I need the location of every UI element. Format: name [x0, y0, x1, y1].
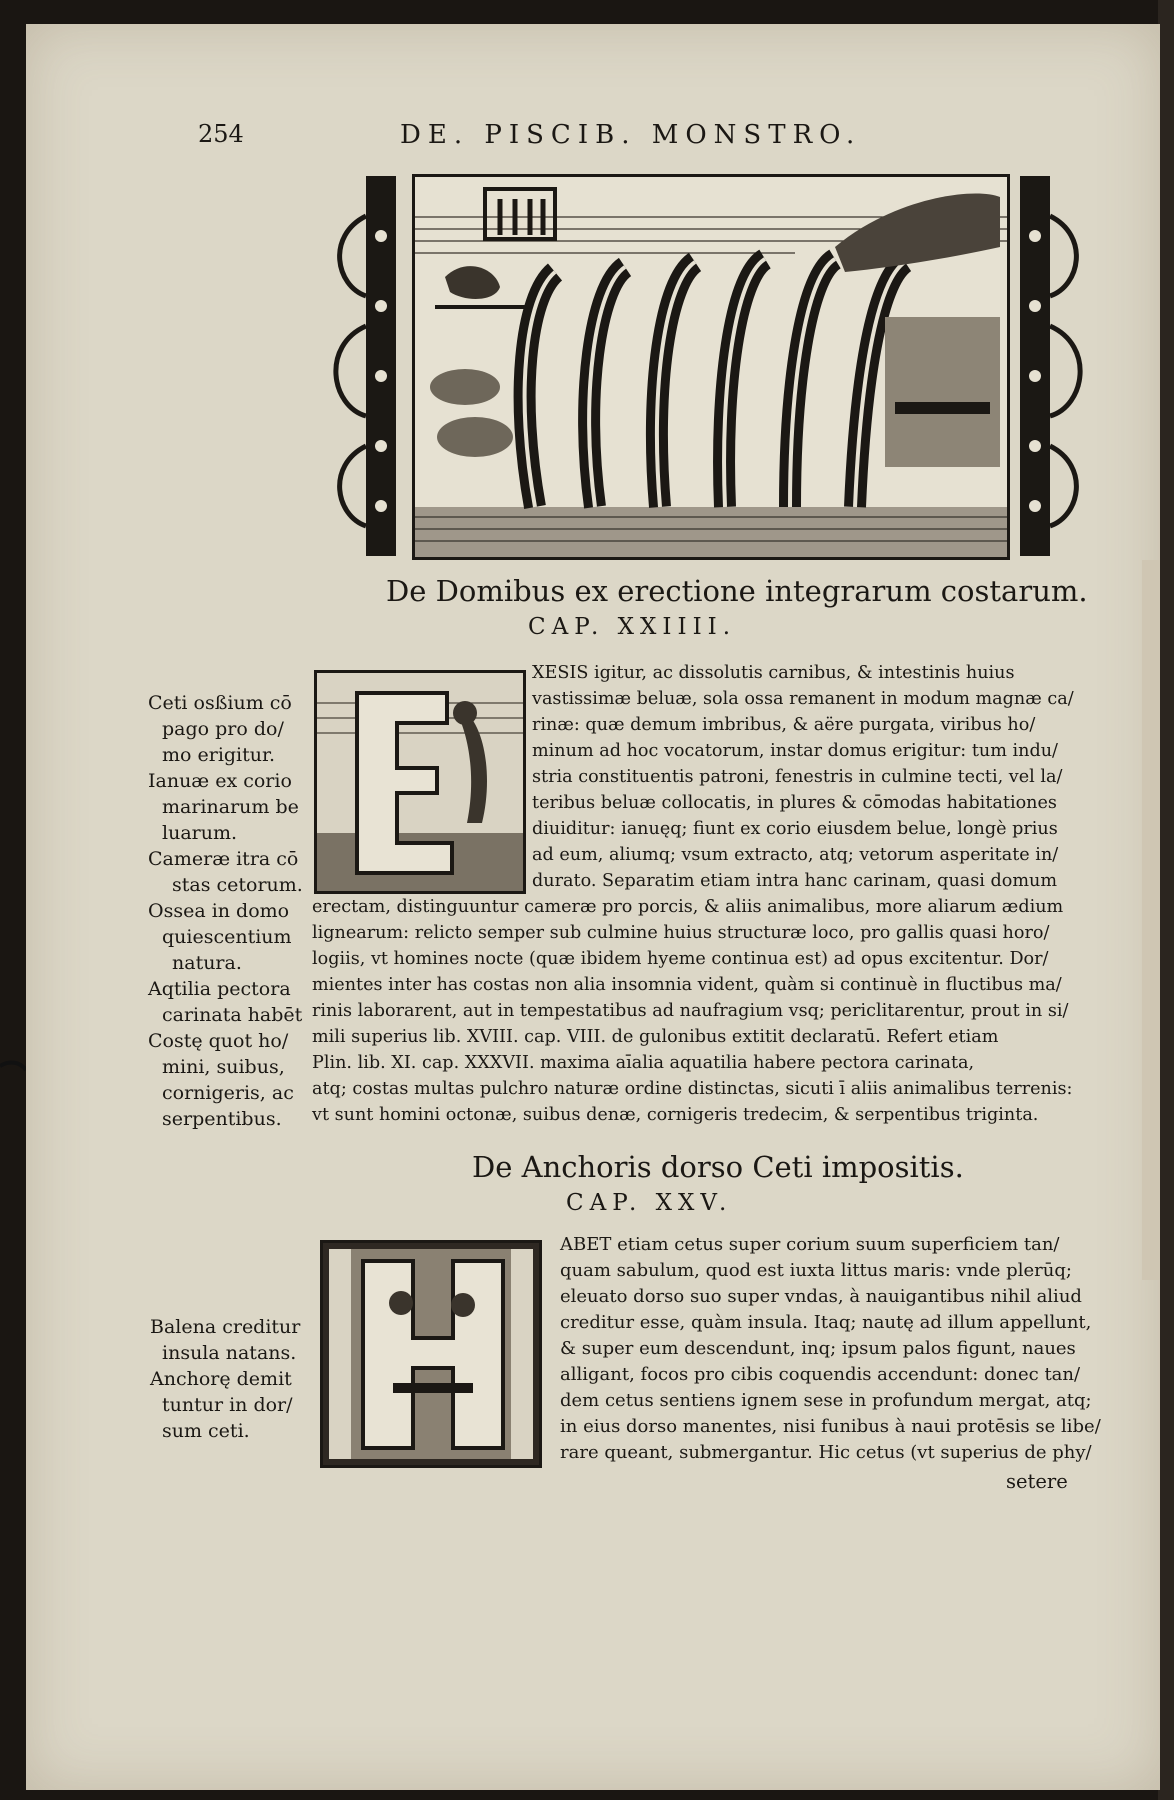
- binding-thread-mark: [0, 1060, 26, 1074]
- margin-note-line: serpentibus.: [162, 1108, 282, 1130]
- left-ornament-border: [326, 176, 408, 556]
- text-line: Plin. lib. XI. cap. XXXVII. maxima aīalia aquatilia habere pectora carinata,: [312, 1053, 975, 1073]
- text-line: XESIS igitur, ac dissolutis carnibus, & intestinis huius: [532, 663, 1015, 683]
- whale-rib-house-woodcut: [412, 174, 1010, 560]
- page-number: 254: [198, 120, 244, 148]
- chapter-number: CAP. XXIIII.: [528, 614, 737, 640]
- margin-note-line: natura.: [172, 952, 242, 974]
- margin-note-line: quiescentium: [162, 926, 292, 948]
- text-line: in eius dorso manentes, nisi funibus à naui protēsis se libe/: [560, 1416, 1101, 1437]
- adjacent-page-edge: [1142, 560, 1160, 1280]
- margin-note-line: Ianuæ ex corio: [148, 770, 292, 792]
- text-line: erectam, distinguuntur cameræ pro porcis, & aliis animalibus, more aliarum ædium: [312, 897, 1064, 917]
- text-line: alligant, focos pro cibis coquendis accendunt: donec tan/: [560, 1364, 1081, 1385]
- margin-note-line: sum ceti.: [162, 1420, 250, 1442]
- margin-note-line: tuntur in dor/: [162, 1394, 293, 1416]
- chapter-1-text-full-width: [312, 894, 1072, 1128]
- decorated-initial-e: [314, 670, 526, 894]
- decorated-initial-h: [320, 1240, 542, 1468]
- margin-notes-chapter-1: [146, 690, 303, 1132]
- chapter-title: De Domibus ex erectione integrarum costarum.: [386, 574, 1088, 608]
- text-line: atq; costas multas pulchro naturæ ordine distinctas, sicuti ī aliis animalibus terrenis:: [312, 1079, 1073, 1099]
- margin-note-line: luarum.: [162, 822, 238, 844]
- chapter-2-text: [560, 1232, 1101, 1466]
- catchword: setere: [1006, 1470, 1068, 1493]
- text-line: & super eum descendunt, inq; ipsum palos figunt, naues: [560, 1338, 1076, 1359]
- margin-note-line: Cameræ itra cō: [148, 848, 299, 870]
- margin-note-line: mo erigitur.: [162, 744, 276, 766]
- margin-note-line: Ceti osßium cō: [148, 692, 292, 714]
- text-line: ABET etiam cetus super corium suum superficiem tan/: [560, 1234, 1060, 1255]
- text-line: quam sabulum, quod est iuxta littus maris: vnde plerūq;: [560, 1260, 1072, 1281]
- text-line: dem cetus sentiens ignem sese in profundum mergat, atq;: [560, 1390, 1092, 1411]
- text-line: ad eum, aliumq; vsum extracto, atq; vetorum asperitate in/: [532, 845, 1059, 865]
- text-line: eleuato dorso suo super vndas, à nauigantibus nihil aliud: [560, 1286, 1082, 1307]
- margin-note-line: cornigeris, ac: [162, 1082, 294, 1104]
- margin-note-line: Ossea in domo: [148, 900, 290, 922]
- text-line: vt sunt homini octonæ, suibus denæ, cornigeris tredecim, & serpentibus triginta.: [312, 1105, 1039, 1125]
- margin-note-line: Aqtilia pectora: [148, 978, 291, 1000]
- margin-note-line: stas cetorum.: [172, 874, 303, 896]
- margin-notes-chapter-2: [150, 1314, 300, 1444]
- text-line: lignearum: relicto semper sub culmine huius structuræ loco, pro gallis quasi horo/: [312, 923, 1050, 943]
- chapter-title: De Anchoris dorso Ceti impositis.: [472, 1150, 964, 1184]
- margin-note-line: mini, suibus,: [162, 1056, 285, 1078]
- text-line: teribus beluæ collocatis, in plures & cōmodas habitationes: [532, 793, 1057, 813]
- chapter-1-text-beside-initial: [532, 660, 1074, 894]
- initial-e-woodcut: [317, 673, 523, 891]
- text-line: mili superius lib. XVIII. cap. VIII. de gulonibus extitit declaratū. Refert etiam: [312, 1027, 999, 1047]
- text-line: rinis laborarent, aut in tempestatibus ad naufragium vsq; periclitarentur, prout in si/: [312, 1001, 1069, 1021]
- text-line: minum ad hoc vocatorum, instar domus erigitur: tum indu/: [532, 741, 1058, 761]
- scan-background-edge: [1158, 0, 1174, 1800]
- running-header: [170, 118, 960, 154]
- text-line: rinæ: quæ demum imbribus, & aëre purgata, viribus ho/: [532, 715, 1036, 735]
- margin-note-line: insula natans.: [162, 1342, 297, 1364]
- text-line: diuiditur: ianuęq; fiunt ex corio eiusdem belue, longè prius: [532, 819, 1058, 839]
- margin-note-line: Balena creditur: [150, 1316, 301, 1338]
- margin-note-line: carinata habēt: [162, 1004, 303, 1026]
- chapter-number: CAP. XXV.: [566, 1190, 733, 1216]
- initial-h-woodcut: [323, 1243, 539, 1465]
- text-line: logiis, vt homines nocte (quæ ibidem hyeme continua est) ad opus excitentur. Dor/: [312, 949, 1049, 969]
- text-line: creditur esse, quàm insula. Itaq; nautę ad illum appellunt,: [560, 1312, 1092, 1333]
- right-ornament-border: [1008, 176, 1090, 556]
- text-line: mientes inter has costas non alia insomnia vident, quàm si continuè in fluctibus ma/: [312, 975, 1062, 995]
- text-line: durato. Separatim etiam intra hanc carinam, quasi domum: [532, 871, 1058, 891]
- text-line: rare queant, submergantur. Hic cetus (vt superius de phy/: [560, 1442, 1092, 1463]
- margin-note-line: Anchorę demit: [150, 1368, 292, 1390]
- text-line: stria constituentis patroni, fenestris in culmine tecti, vel la/: [532, 767, 1063, 787]
- margin-note-line: Costę quot ho/: [148, 1030, 289, 1052]
- text-line: vastissimæ beluæ, sola ossa remanent in modum magnæ ca/: [532, 689, 1074, 709]
- margin-note-line: marinarum be: [162, 796, 299, 818]
- running-title: DE. PISCIB. MONSTRO.: [400, 120, 862, 150]
- margin-note-line: pago pro do/: [162, 718, 284, 740]
